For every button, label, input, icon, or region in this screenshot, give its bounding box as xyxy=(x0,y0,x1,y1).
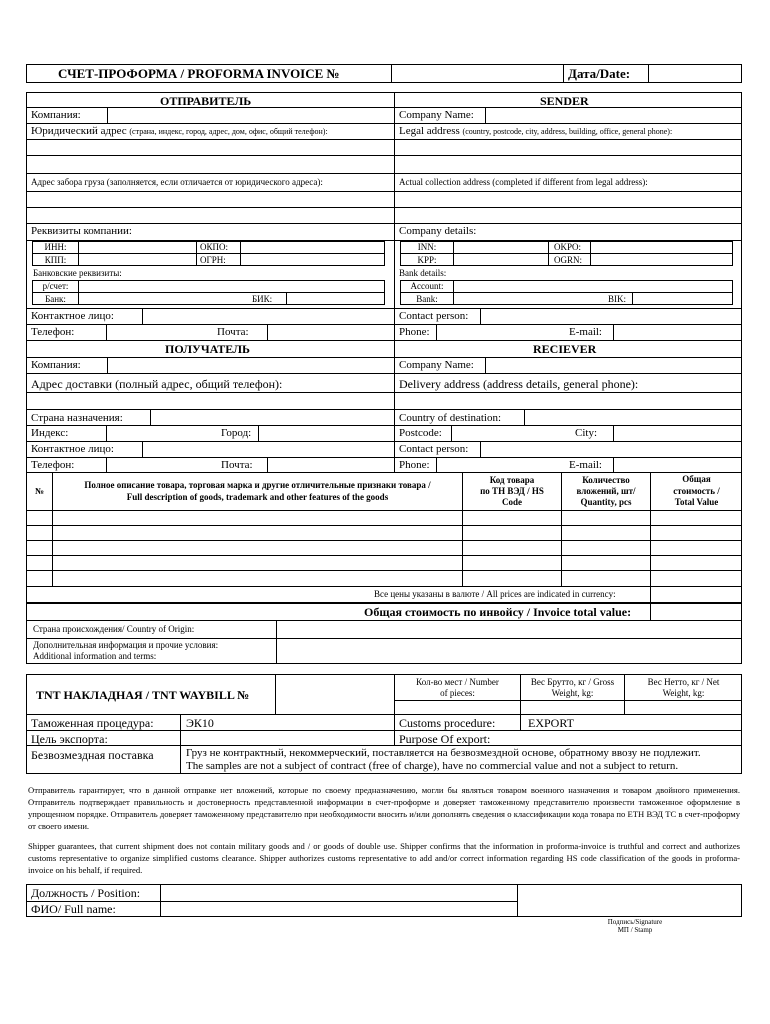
goods-col-total-3: Total Value xyxy=(674,497,719,507)
kpp-field[interactable] xyxy=(79,254,195,265)
gross-weight-label-2: Weight, kg: xyxy=(551,688,594,698)
bank-field-ru[interactable] xyxy=(79,293,249,304)
okpo-field-ru[interactable] xyxy=(241,242,384,253)
receiver-delivery-label-ru: Адрес доставки (полный адрес, общий телефон): xyxy=(31,377,283,391)
ogrn-label-ru: ОГРН: xyxy=(200,255,226,265)
receiver-delivery-label-en: Delivery address (address details, general phone): xyxy=(399,377,639,391)
goods-col-description-ru: Полное описание товара, торговая марка и другие отличительные признаки товара / xyxy=(84,480,431,490)
declaration-ru: Отправитель гарантирует, что в данной отправке нет вложений, которые по своему предназначению, могли бы являться товаром военного назначения и товаром двойного применения. Отправитель подтверждает правильность и достоверность представленной информации в счет-проформе и доверяет таможенному представителю произвести таможенное оформление в упрощенном порядке. Отправитель доверяет таможенному представителю при необходимости вносить и/или дополнять сведения о классификации кода товара по ЕТН ВЭД ТС в счет-проформу от своего имени. xyxy=(28,785,740,831)
sender-company-label-ru: Компания: xyxy=(31,109,81,121)
receiver-contact-label-en: Contact person: xyxy=(399,443,469,455)
pieces-label-1: Кол-во мест / Number xyxy=(416,677,499,687)
sender-contact-label-en: Contact person: xyxy=(399,310,469,322)
account-field-en[interactable] xyxy=(454,281,732,292)
pieces-field[interactable] xyxy=(395,701,519,714)
receiver-phone-field-en[interactable] xyxy=(437,458,565,472)
table-row[interactable] xyxy=(27,526,741,540)
sender-mail-field-ru[interactable] xyxy=(268,325,393,340)
additional-info-field[interactable] xyxy=(277,639,741,663)
goods-col-code-1: Код товара xyxy=(489,475,535,485)
receiver-index-label-ru: Индекс: xyxy=(31,427,69,439)
goods-col-total-2: стоимость / xyxy=(673,486,720,496)
okpo-label-ru: ОКПО: xyxy=(200,242,229,252)
receiver-postcode-field-en[interactable] xyxy=(452,426,570,441)
receiver-city-field-en[interactable] xyxy=(614,426,741,441)
sender-company-field-en[interactable] xyxy=(486,108,741,123)
invoice-total-label: Общая стоимость по инвойсу / Invoice total value: xyxy=(364,605,632,619)
table-row[interactable] xyxy=(27,541,741,555)
receiver-city-field-ru[interactable] xyxy=(259,426,393,441)
full-name-field[interactable] xyxy=(161,902,516,916)
sender-contact-field-ru[interactable] xyxy=(143,309,393,324)
date-label: Дата/Date: xyxy=(568,66,631,81)
receiver-mail-field-ru[interactable] xyxy=(268,458,393,472)
currency-note: Все цены указаны в валюте / All prices are indicated in currency: xyxy=(374,589,616,599)
receiver-header-ru: ПОЛУЧАТЕЛЬ xyxy=(165,342,250,356)
account-label-en: Account: xyxy=(410,281,444,291)
signature-field[interactable] xyxy=(518,885,741,916)
bik-label-en: BIK: xyxy=(608,294,626,304)
account-field-ru[interactable] xyxy=(79,281,384,292)
waybill-title: TNT НАКЛАДНАЯ / TNT WAYBILL № xyxy=(36,688,250,702)
bik-label-ru: БИК: xyxy=(252,294,273,304)
bank-details-label-en: Bank details: xyxy=(399,268,447,278)
goods-col-description-en: Full description of goods, trademark and other features of the goods xyxy=(126,492,389,502)
receiver-phone-label-en: Phone: xyxy=(399,459,430,471)
goods-col-qty-1: Количество xyxy=(582,475,630,485)
ogrn-field-ru[interactable] xyxy=(241,254,384,265)
additional-info-label-1: Дополнительная информация и прочие условия: xyxy=(33,640,219,650)
bank-label-en: Bank: xyxy=(416,294,438,304)
table-row[interactable] xyxy=(27,511,741,525)
kpp-label: КПП: xyxy=(44,255,67,265)
receiver-city-label-ru: Город: xyxy=(221,427,252,439)
customs-procedure-value-en[interactable]: EXPORT xyxy=(528,716,574,730)
sender-mail-label-ru: Почта: xyxy=(217,326,249,338)
full-name-label: ФИО/ Full name: xyxy=(31,902,116,916)
bank-field-en[interactable] xyxy=(454,293,604,304)
additional-info-label-2: Additional information and terms: xyxy=(33,651,157,661)
customs-procedure-label-en: Customs procedure: xyxy=(399,716,496,730)
goods-col-qty-2: вложений, шт/ xyxy=(576,486,636,496)
receiver-company-label-ru: Компания: xyxy=(31,359,81,371)
free-supply-text-ru: Груз не контрактный, некоммерческий, поставляется на безвозмездной основе, обратному ввозу не подлежит. xyxy=(186,747,701,759)
waybill-number-field[interactable] xyxy=(276,675,393,714)
sender-phone-label-en: Phone: xyxy=(399,326,430,338)
sender-phone-field-ru[interactable] xyxy=(107,325,215,340)
goods-col-code-2: по ТН ВЭД / HS xyxy=(480,486,544,496)
sender-legal-label-en: Legal address (country, postcode, city, address, building, office, general phone): xyxy=(399,125,673,137)
receiver-contact-field-en[interactable] xyxy=(481,442,741,457)
sender-contact-label-ru: Контактное лицо: xyxy=(31,310,114,322)
customs-procedure-value-ru[interactable]: ЭК10 xyxy=(186,716,214,730)
export-purpose-field-en[interactable] xyxy=(495,731,741,745)
receiver-company-field-en[interactable] xyxy=(486,358,741,373)
position-label: Должность / Position: xyxy=(31,886,141,900)
export-purpose-label-ru: Цель экспорта: xyxy=(31,732,108,746)
invoice-total-field[interactable] xyxy=(651,604,741,620)
bik-field-en[interactable] xyxy=(633,293,732,304)
customs-procedure-label-ru: Таможенная процедура: xyxy=(31,716,154,730)
receiver-country-label-en: Country of destination: xyxy=(399,412,502,424)
goods-col-code-3: Code xyxy=(502,497,522,507)
goods-col-qty-3: Quantity, pcs xyxy=(580,497,632,507)
receiver-company-label-en: Company Name: xyxy=(399,359,474,371)
export-purpose-field-ru[interactable] xyxy=(181,731,393,745)
country-origin-field[interactable] xyxy=(277,621,741,638)
date-field[interactable] xyxy=(650,65,740,82)
country-origin-label: Страна происхождения/ Country of Origin: xyxy=(33,624,195,634)
receiver-contact-field-ru[interactable] xyxy=(143,442,393,457)
inn-label-en: INN: xyxy=(417,242,437,252)
receiver-company-field-ru[interactable] xyxy=(108,358,393,373)
sender-header-en: SENDER xyxy=(540,94,589,108)
bank-details-label-ru: Банковские реквизиты: xyxy=(33,268,122,278)
table-row[interactable] xyxy=(27,556,741,570)
sender-header-ru: ОТПРАВИТЕЛЬ xyxy=(160,94,252,108)
receiver-country-field-en[interactable] xyxy=(525,410,741,425)
sender-legal-field[interactable] xyxy=(27,140,741,173)
stamp-label: МП / Stamp xyxy=(617,926,653,934)
gross-weight-field[interactable] xyxy=(521,701,623,714)
position-field[interactable] xyxy=(161,885,516,901)
inn-label: ИНН: xyxy=(44,242,67,252)
signature-label: Подпись/Signature xyxy=(607,918,663,926)
receiver-country-label-ru: Страна назначения: xyxy=(31,412,123,424)
document-title: СЧЕТ-ПРОФОРМА / PROFORMA INVOICE № xyxy=(58,66,340,81)
inn-field[interactable] xyxy=(79,242,195,253)
okpo-label-en: OKPO: xyxy=(554,242,582,252)
ogrn-label-en: OGRN: xyxy=(554,255,583,265)
bik-field-ru[interactable] xyxy=(287,293,384,304)
sender-phone-field-en[interactable] xyxy=(437,325,565,340)
net-weight-label-1: Вес Нетто, кг / Net xyxy=(647,677,720,687)
sender-pickup-label-en: Actual collection address (completed if different from legal address): xyxy=(399,177,648,187)
goods-col-number: № xyxy=(34,486,45,496)
receiver-country-field-ru[interactable] xyxy=(151,410,393,425)
sender-details-label-en: Company details: xyxy=(399,225,477,237)
receiver-header-en: RECIEVER xyxy=(533,342,597,356)
sender-mail-field-en[interactable] xyxy=(614,325,741,340)
free-supply-text-en: The samples are not a subject of contract (free of charge), have no commercial value and not a subject to return. xyxy=(186,760,679,772)
invoice-number-field[interactable] xyxy=(393,65,561,82)
receiver-mail-field-en[interactable] xyxy=(614,458,741,472)
kpp-field-en[interactable] xyxy=(454,254,547,265)
goods-col-total-1: Общая xyxy=(682,474,711,484)
free-supply-label: Безвозмездная поставка xyxy=(31,748,154,762)
receiver-postcode-label-en: Postcode: xyxy=(399,427,442,439)
table-row[interactable] xyxy=(27,571,741,586)
net-weight-field[interactable] xyxy=(625,701,741,714)
export-purpose-label-en: Purpose Of export: xyxy=(399,732,491,746)
receiver-index-field-ru[interactable] xyxy=(107,426,217,441)
net-weight-label-2: Weight, kg: xyxy=(662,688,705,698)
receiver-phone-label-ru: Телефон: xyxy=(31,459,75,471)
receiver-delivery-field[interactable] xyxy=(27,393,741,409)
kpp-label-en: KPP: xyxy=(417,255,437,265)
sender-company-label-en: Company Name: xyxy=(399,109,474,121)
inn-field-en[interactable] xyxy=(454,242,547,253)
receiver-mail-label-ru: Почта: xyxy=(221,459,253,471)
receiver-contact-label-ru: Контактное лицо: xyxy=(31,443,114,455)
currency-field[interactable] xyxy=(651,587,741,602)
receiver-phone-field-ru[interactable] xyxy=(107,458,215,472)
sender-contact-field-en[interactable] xyxy=(481,309,741,324)
sender-mail-label-en: E-mail: xyxy=(569,326,602,338)
sender-phone-label-ru: Телефон: xyxy=(31,326,75,338)
receiver-mail-label-en: E-mail: xyxy=(569,459,602,471)
account-label-ru: р/счет: xyxy=(42,281,69,291)
sender-details-label-ru: Реквизиты компании: xyxy=(31,225,132,237)
sender-company-field-ru[interactable] xyxy=(108,108,393,123)
bank-label-ru: Банк: xyxy=(45,294,66,304)
pieces-label-2: of pieces: xyxy=(440,688,475,698)
sender-pickup-label-ru: Адрес забора груза (заполняется, если отличается от юридического адреса): xyxy=(31,177,323,187)
sender-legal-label-ru: Юридический адрес (страна, индекс, город, адрес, дом, офис, общий телефон): xyxy=(31,125,328,137)
receiver-city-label-en: City: xyxy=(575,427,598,439)
declaration-en: Shipper guarantees, that current shipment does not contain military goods and / or goods of double use. Shipper confirms that the information in proforma-invoice is truthful and correct and authorizes customs representative to organize simplified customs clearance. Shipper authorizes customs representative to add and/or correct information regarding HS code classification of the goods in proforma-invoice on his behalf, if required. xyxy=(28,841,740,875)
gross-weight-label-1: Вес Брутто, кг / Gross xyxy=(530,677,615,687)
